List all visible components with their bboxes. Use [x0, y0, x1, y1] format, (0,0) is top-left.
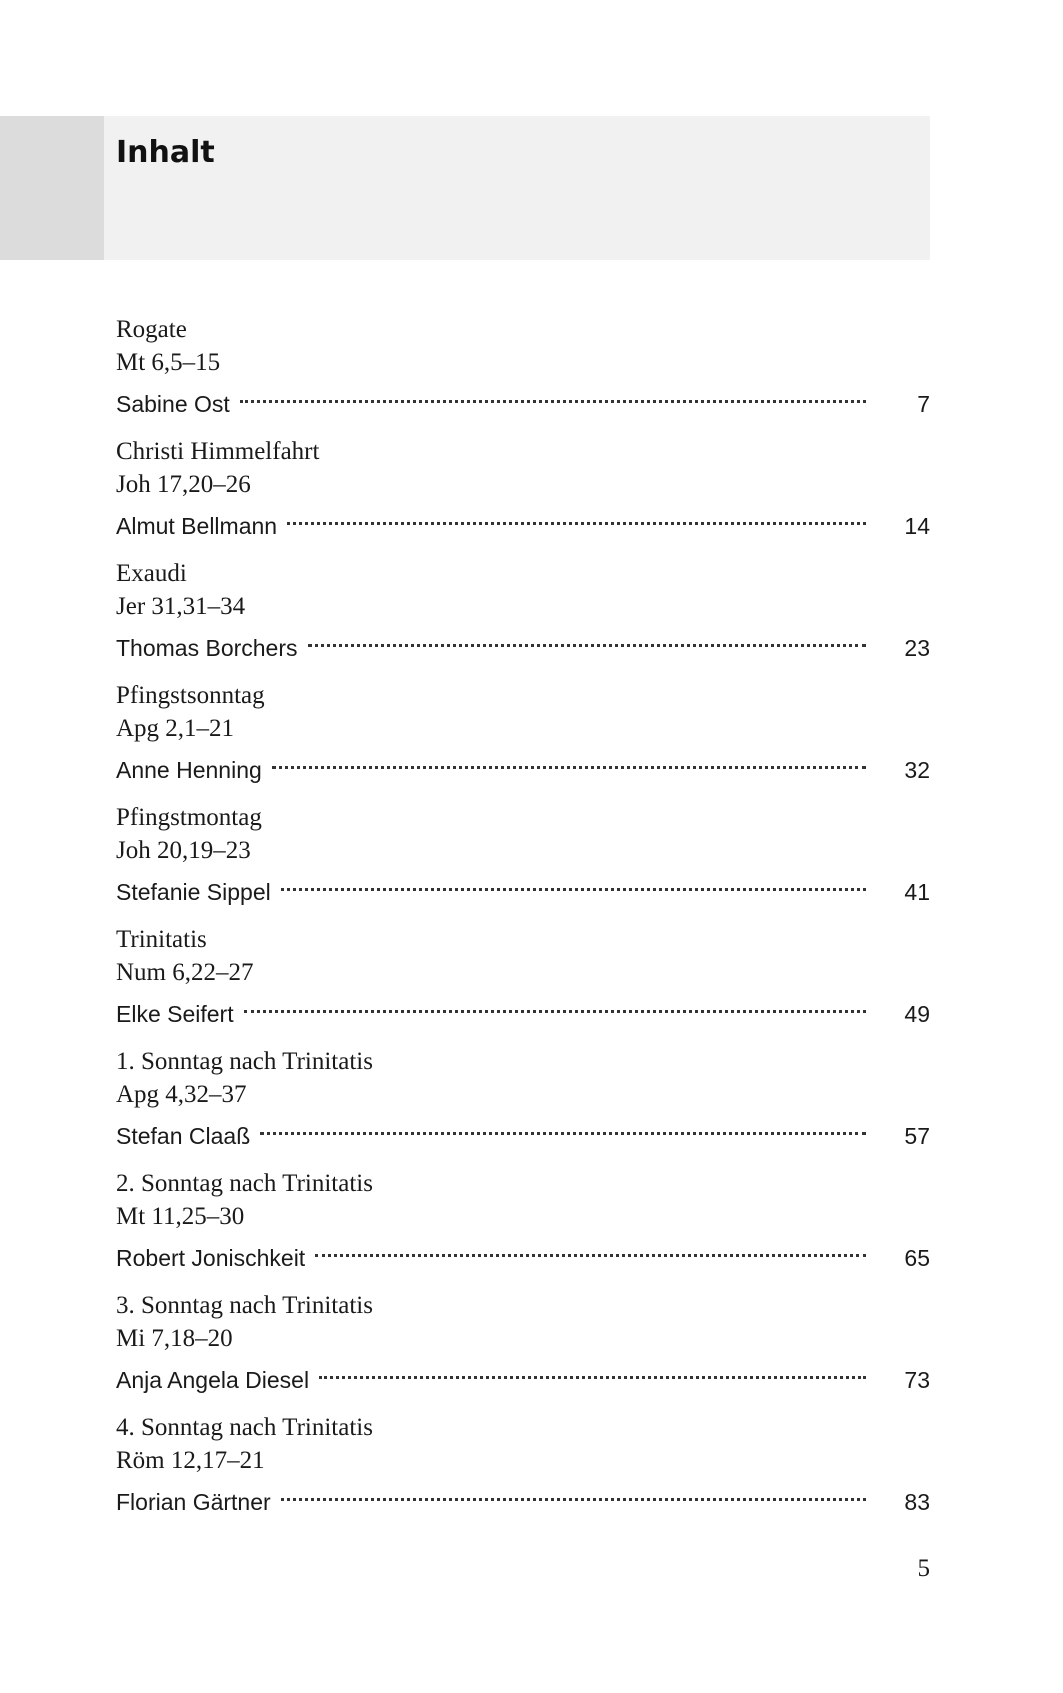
toc-author: Stefan Claaß [116, 1123, 251, 1149]
toc-author-line [116, 501, 930, 539]
toc-passage: Röm 12,17–21 [116, 1447, 265, 1474]
toc-page-number: 23 [904, 635, 930, 661]
toc-page-number: 7 [917, 391, 930, 417]
folio-page-number: 5 [917, 1555, 930, 1582]
toc-entry [116, 1045, 930, 1167]
toc-occasion: 1. Sonntag nach Trinitatis [116, 1048, 373, 1075]
toc-occasion: 2. Sonntag nach Trinitatis [116, 1170, 373, 1197]
dot-leader [281, 867, 866, 900]
page-title: Inhalt [116, 135, 215, 170]
toc-author: Robert Jonischkeit [116, 1245, 306, 1271]
toc-page-number: 32 [904, 757, 930, 783]
toc-occasion: Exaudi [116, 560, 187, 587]
toc-entry [116, 679, 930, 801]
toc-page-number: 57 [904, 1123, 930, 1149]
toc-passage: Jer 31,31–34 [116, 593, 246, 620]
table-of-contents [116, 313, 930, 1533]
toc-occasion: Pfingstsonntag [116, 682, 265, 709]
toc-entry [116, 923, 930, 1045]
dot-leader [244, 989, 866, 1022]
toc-entry [116, 1167, 930, 1289]
toc-passage: Mi 7,18–20 [116, 1325, 233, 1352]
toc-occasion: Rogate [116, 316, 187, 343]
toc-passage: Apg 2,1–21 [116, 715, 235, 742]
toc-author-line [116, 1477, 930, 1515]
toc-page-number: 65 [904, 1245, 930, 1271]
toc-passage: Mt 11,25–30 [116, 1203, 245, 1230]
toc-author-line [116, 623, 930, 661]
toc-author: Anja Angela Diesel [116, 1367, 310, 1393]
toc-author-line [116, 1111, 930, 1149]
toc-page-number: 14 [904, 513, 930, 539]
dot-leader [308, 623, 866, 656]
toc-entry [116, 313, 930, 435]
toc-author-line [116, 1233, 930, 1271]
toc-author-line [116, 745, 930, 783]
toc-author: Anne Henning [116, 757, 262, 783]
toc-author: Almut Bellmann [116, 513, 278, 539]
toc-entry [116, 557, 930, 679]
toc-author: Thomas Borchers [116, 635, 298, 661]
toc-passage: Apg 4,32–37 [116, 1081, 247, 1108]
dot-leader [287, 501, 866, 534]
toc-author: Stefanie Sippel [116, 879, 271, 905]
toc-entry [116, 1411, 930, 1533]
toc-passage: Joh 20,19–23 [116, 837, 251, 864]
toc-author-line [116, 989, 930, 1027]
toc-passage: Joh 17,20–26 [116, 471, 251, 498]
header-band [0, 116, 930, 260]
dot-leader [319, 1355, 866, 1388]
toc-passage: Num 6,22–27 [116, 959, 254, 986]
toc-author-line [116, 867, 930, 905]
dot-leader [281, 1477, 866, 1510]
dot-leader [260, 1111, 866, 1144]
toc-author: Sabine Ost [116, 391, 230, 417]
toc-page-number: 73 [904, 1367, 930, 1393]
toc-page-number: 49 [904, 1001, 930, 1027]
toc-occasion: Christi Himmelfahrt [116, 438, 320, 465]
toc-occasion: 4. Sonntag nach Trinitatis [116, 1414, 373, 1441]
toc-occasion: 3. Sonntag nach Trinitatis [116, 1292, 373, 1319]
toc-occasion: Pfingstmontag [116, 804, 262, 831]
toc-page-number: 41 [904, 879, 930, 905]
toc-entry [116, 801, 930, 923]
toc-entry [116, 1289, 930, 1411]
toc-page-number: 83 [904, 1489, 930, 1515]
toc-passage: Mt 6,5–15 [116, 349, 221, 376]
dot-leader [315, 1233, 866, 1266]
toc-entry [116, 435, 930, 557]
toc-occasion: Trinitatis [116, 926, 207, 953]
toc-author: Florian Gärtner [116, 1489, 271, 1515]
toc-author: Elke Seifert [116, 1001, 234, 1027]
toc-author-line [116, 1355, 930, 1393]
toc-author-line [116, 379, 930, 417]
dot-leader [240, 379, 866, 412]
dot-leader [272, 745, 866, 778]
header-tab-decoration [0, 116, 104, 260]
